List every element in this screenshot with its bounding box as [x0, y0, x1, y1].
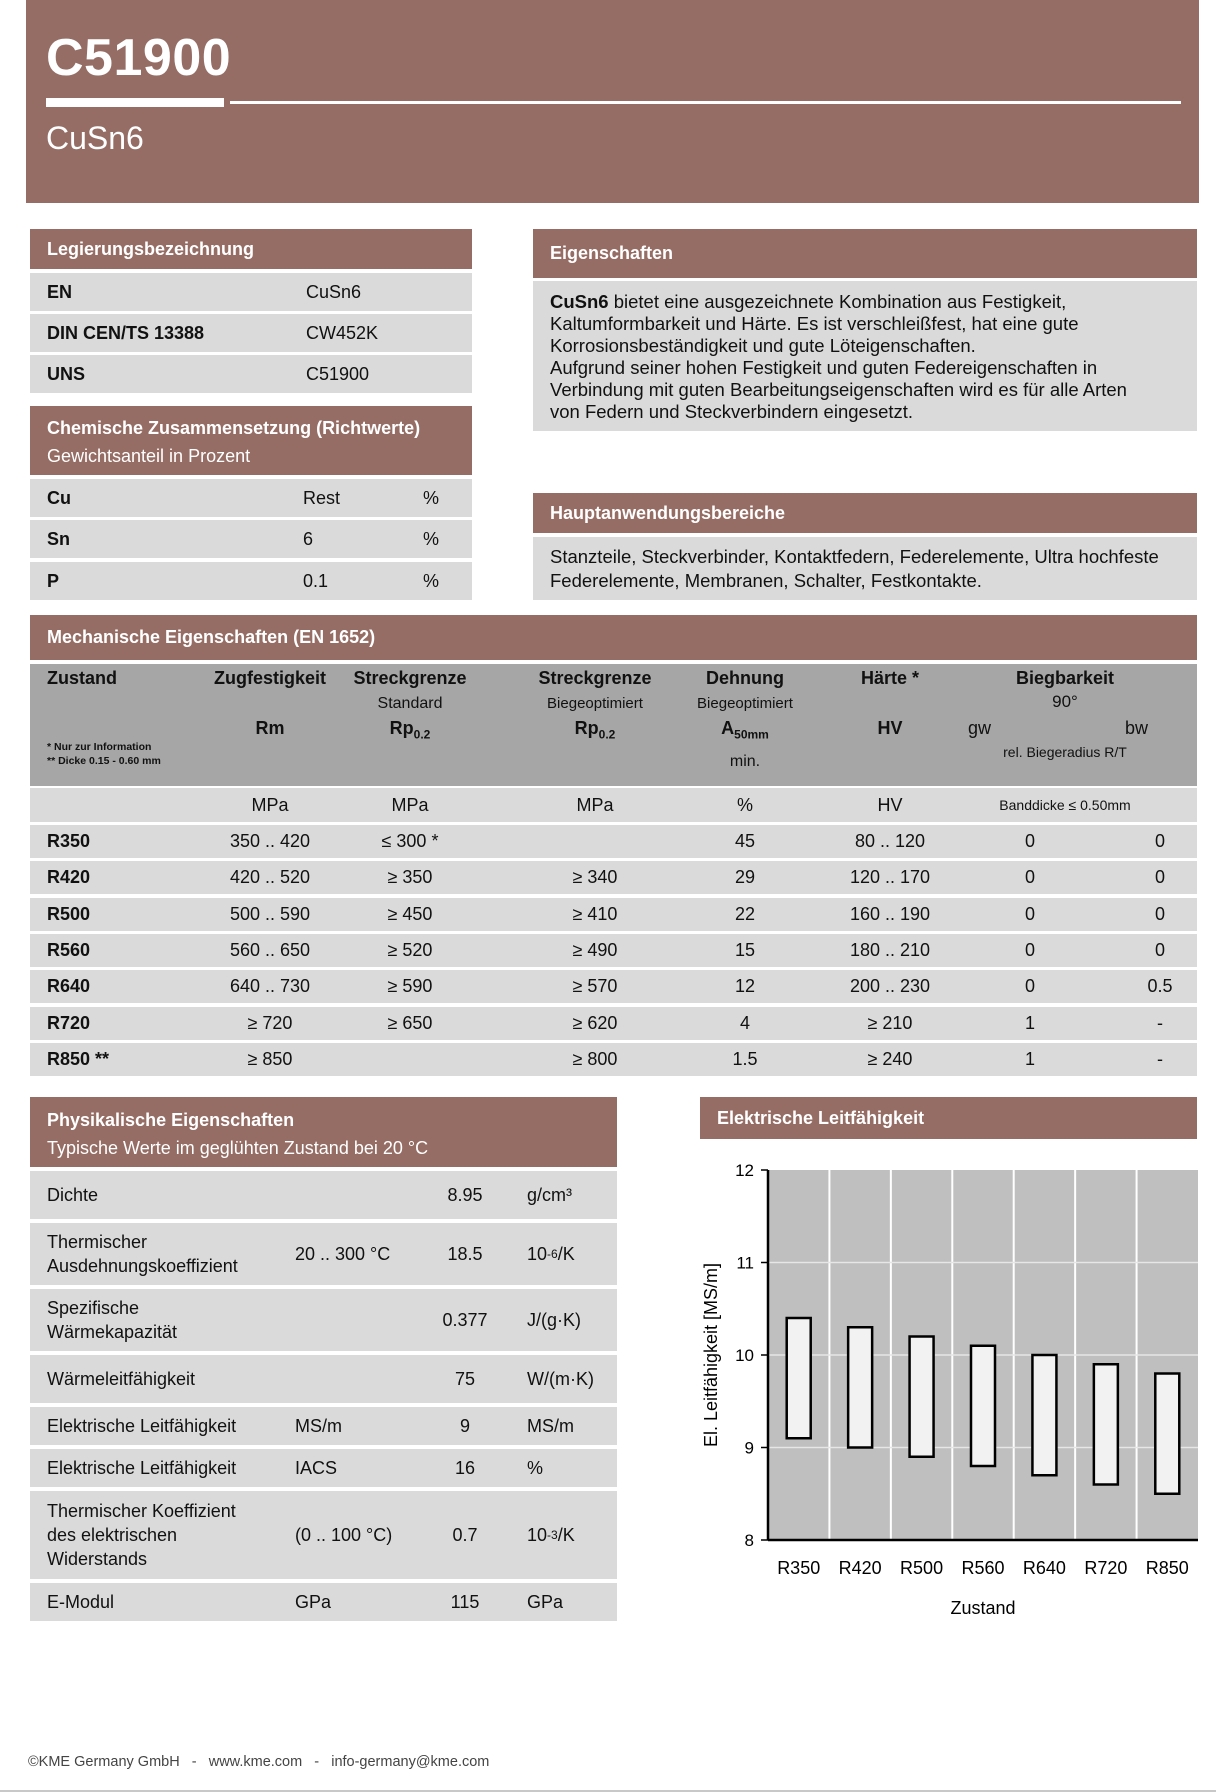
- phys-label: [47, 1223, 238, 1285]
- phys-row: [30, 1223, 617, 1285]
- x-tick-label: R500: [900, 1558, 944, 1578]
- phys-label-line: Thermischer Koeffizient: [47, 1501, 236, 1521]
- props-line: bietet eine ausgezeichnete Kombination aus Festigkeit,: [608, 291, 1067, 312]
- alloy-heading: [30, 229, 472, 269]
- footer-sep: -: [191, 1754, 197, 1770]
- col-haerte: Härte *: [860, 668, 920, 688]
- alloy-row: [30, 314, 472, 352]
- mech-cell-zustand: R720: [47, 1012, 91, 1033]
- phys-label-line: Dichte: [47, 1185, 99, 1205]
- mech-cell-a: 4: [739, 1012, 750, 1033]
- phys-unit-exp: -3: [547, 1528, 558, 1542]
- range-bar: [787, 1318, 811, 1438]
- mech-cell-rp1: ≥ 350: [387, 867, 433, 888]
- phys-unit-base: J/(g·K): [527, 1309, 581, 1330]
- mech-cell-rp2: [520, 825, 670, 858]
- alloy-label: DIN CEN/TS 13388: [47, 322, 205, 343]
- chem-unit: %: [423, 570, 440, 591]
- phys-condition: GPa: [295, 1591, 332, 1612]
- mech-cell-hv: ≥ 240: [867, 1048, 913, 1069]
- footer-sep: -: [314, 1754, 320, 1770]
- phys-label-line: Ausdehnungskoeffizient: [47, 1256, 238, 1276]
- elec-heading-text: Elektrische Leitfähigkeit: [717, 1108, 925, 1128]
- phys-heading-text: Physikalische Eigenschaften: [47, 1110, 295, 1130]
- mech-cell-gw: 0: [1024, 867, 1035, 888]
- mech-cell-rp1: [340, 1043, 480, 1076]
- mech-cell-rp2: ≥ 570: [572, 976, 618, 997]
- mech-cell-a: 45: [734, 831, 756, 851]
- chem-unit: %: [423, 528, 440, 549]
- phys-label-line: Elektrische Leitfähigkeit: [47, 1416, 237, 1436]
- phys-label: [47, 1449, 236, 1487]
- unit-rp2: MPa: [576, 794, 614, 815]
- mech-cell-hv: 180 .. 210: [849, 939, 931, 960]
- mech-cell-rp2: ≥ 620: [572, 1012, 618, 1033]
- mech-note: * Nur zur Information: [47, 741, 152, 753]
- props-heading: [533, 229, 1197, 278]
- unit-rm: MPa: [251, 794, 289, 815]
- mech-cell-rm: 560 .. 650: [229, 939, 311, 960]
- mech-units-row: [30, 788, 1197, 822]
- phys-row: [30, 1171, 617, 1219]
- phys-label-line: Elektrische Leitfähigkeit: [47, 1458, 237, 1478]
- props-line: Aufgrund seiner hohen Festigkeit und guten Federeigenschaften in: [550, 357, 1098, 378]
- phys-unit: [527, 1583, 563, 1621]
- col-zugfestigkeit: Zugfestigkeit: [213, 668, 326, 688]
- y-axis-title: El. Leitfähigkeit [MS/m]: [701, 1262, 721, 1448]
- mech-cell-rp2: ≥ 490: [572, 939, 618, 960]
- rp-sub: 0.2: [598, 727, 616, 742]
- mech-cell-hv: 160 .. 190: [849, 903, 931, 924]
- phys-unit-tail: /K: [557, 1243, 575, 1264]
- mech-cell-rp2: ≥ 340: [572, 867, 618, 888]
- col-hv: HV: [877, 718, 903, 738]
- x-axis-title: Zustand: [950, 1598, 1016, 1618]
- mech-cell-rm: 640 .. 730: [229, 976, 311, 997]
- phys-row: [30, 1449, 617, 1487]
- a-sub: 50mm: [734, 727, 769, 742]
- mech-cell-bw: 0.5: [1147, 976, 1173, 997]
- rp-sub: 0.2: [413, 727, 431, 742]
- chem-element: Cu: [47, 487, 71, 508]
- mech-cell-bw: 0: [1154, 903, 1165, 924]
- col-rm: Rm: [255, 718, 285, 738]
- phys-unit-base: %: [527, 1457, 544, 1478]
- rp-text: Rp: [389, 718, 414, 738]
- phys-unit-base: MS/m: [527, 1415, 574, 1436]
- phys-value: 115: [450, 1591, 480, 1612]
- mech-cell-bw: 0: [1154, 831, 1165, 851]
- apps-line: Stanzteile, Steckverbinder, Kontaktfedern, Federelemente, Ultra hochfeste: [550, 546, 1159, 567]
- chem-value: 6: [303, 528, 314, 549]
- x-tick-label: R720: [1084, 1558, 1128, 1578]
- mech-cell-rp1: ≥ 650: [387, 1012, 433, 1033]
- mech-row: [30, 898, 1197, 931]
- phys-unit: [527, 1449, 543, 1487]
- mech-cell-gw: 0: [1024, 976, 1035, 997]
- col-biegeopt-a: Biegeoptimiert: [697, 695, 793, 712]
- x-tick-label: R560: [961, 1558, 1005, 1578]
- alloy-value: C51900: [306, 363, 370, 384]
- phys-unit: [527, 1355, 594, 1403]
- col-biegeopt: Biegeoptimiert: [547, 695, 643, 712]
- props-line: Verbindung mit guten Bearbeitungseigenschaften wird es für alle Arten: [550, 379, 1127, 400]
- mech-cell-gw: 1: [1024, 1012, 1035, 1033]
- footer: [28, 1754, 489, 1770]
- footer-email-link[interactable]: info-germany@kme.com: [331, 1754, 490, 1770]
- alloy-label: UNS: [47, 363, 86, 384]
- phys-condition: (0 .. 100 °C): [295, 1524, 393, 1545]
- chem-element: P: [47, 570, 60, 591]
- phys-condition: IACS: [295, 1457, 338, 1478]
- col-bw: bw: [1125, 718, 1149, 738]
- x-tick-label: R640: [1022, 1558, 1066, 1578]
- phys-unit-exp: -6: [547, 1247, 558, 1261]
- alloy-value: CW452K: [306, 322, 379, 343]
- mech-cell-rm: 500 .. 590: [229, 903, 311, 924]
- mech-note: ** Dicke 0.15 - 0.60 mm: [47, 755, 161, 767]
- phys-value: 0.377: [442, 1309, 488, 1330]
- page-title: C51900: [46, 29, 232, 87]
- mech-cell-rm: 420 .. 520: [229, 867, 311, 888]
- alloy-heading-text: Legierungsbezeichnung: [47, 239, 255, 259]
- a-text: A: [721, 718, 735, 738]
- y-tick-label: 9: [744, 1438, 754, 1458]
- mech-cell-rp2: ≥ 800: [572, 1048, 618, 1069]
- phys-label: [47, 1171, 98, 1219]
- title-rule: [230, 101, 1181, 104]
- col-gw: gw: [968, 718, 992, 738]
- phys-unit: [527, 1491, 575, 1579]
- mech-cell-hv: ≥ 210: [867, 1012, 913, 1033]
- mech-cell-zustand: R350: [47, 831, 91, 851]
- phys-condition: 20 .. 300 °C: [295, 1243, 391, 1264]
- mech-cell-bw: -: [1157, 1012, 1163, 1033]
- unit-band: Banddicke ≤ 0.50mm: [999, 797, 1131, 813]
- phys-value: 8.95: [447, 1184, 483, 1205]
- mech-cell-rp1: ≤ 300 *: [381, 831, 439, 851]
- mech-row: [30, 1043, 1197, 1076]
- phys-label-line: Spezifische: [47, 1298, 140, 1318]
- phys-value: 18.5: [447, 1243, 483, 1264]
- col-standard: Standard: [377, 695, 443, 712]
- phys-condition: MS/m: [295, 1415, 342, 1436]
- elec-heading: [700, 1097, 1197, 1139]
- x-tick-label: R350: [777, 1558, 821, 1578]
- mech-cell-rm: ≥ 850: [247, 1048, 293, 1069]
- mech-cell-bw: 0: [1154, 939, 1165, 960]
- range-bar: [848, 1327, 872, 1447]
- header-banner: [26, 0, 1199, 203]
- y-tick-label: 10: [735, 1346, 754, 1365]
- mech-cell-hv: 80 .. 120: [854, 831, 926, 851]
- chem-heading-text: Chemische Zusammensetzung (Richtwerte): [47, 418, 421, 438]
- mech-cell-hv: 120 .. 170: [849, 867, 931, 888]
- unit-hv: HV: [877, 794, 903, 815]
- unit-rp1: MPa: [391, 794, 429, 815]
- mech-cell-rp1: ≥ 520: [387, 939, 433, 960]
- chem-subheading: Gewichtsanteil in Prozent: [47, 446, 251, 466]
- mech-cell-gw: 0: [1024, 831, 1035, 851]
- phys-label: [47, 1583, 114, 1621]
- range-bar: [910, 1337, 934, 1457]
- col-biegbarkeit: Biegbarkeit: [1015, 668, 1115, 688]
- mech-row: [30, 861, 1197, 894]
- phys-unit-tail: /K: [557, 1524, 575, 1545]
- phys-unit-base: 10: [527, 1524, 548, 1545]
- phys-row: [30, 1355, 617, 1403]
- alloy-value: CuSn6: [306, 281, 362, 302]
- x-tick-label: R420: [838, 1558, 882, 1578]
- apps-heading-text: Hauptanwendungsbereiche: [550, 503, 786, 523]
- phys-label-line: Thermischer: [47, 1232, 148, 1252]
- mech-cell-rp1: ≥ 590: [387, 976, 433, 997]
- mech-cell-gw: 0: [1024, 903, 1035, 924]
- apps-text: [533, 537, 1197, 600]
- mech-cell-a: 15: [734, 939, 756, 960]
- mech-cell-rp2: ≥ 410: [572, 903, 618, 924]
- y-tick-label: 8: [744, 1531, 754, 1550]
- props-text: [533, 281, 1197, 431]
- props-heading-text: Eigenschaften: [550, 243, 674, 263]
- rp-text: Rp: [574, 718, 599, 738]
- range-bar: [971, 1346, 995, 1466]
- page-subtitle: CuSn6: [46, 120, 144, 156]
- mech-cell-bw: 0: [1154, 867, 1165, 888]
- phys-label-line: E-Modul: [47, 1592, 115, 1612]
- phys-label: [47, 1355, 195, 1403]
- col-rp-opt: [520, 718, 670, 742]
- conductivity-chart: [690, 1150, 1210, 1630]
- alloy-row: [30, 355, 472, 393]
- footer-company: ©KME Germany GmbH: [28, 1754, 180, 1770]
- mech-cell-rp1: ≥ 450: [387, 903, 433, 924]
- mech-cell-a: 22: [734, 903, 756, 924]
- mech-cell-zustand: R500: [47, 903, 91, 924]
- range-bar: [1155, 1374, 1179, 1494]
- props-line: Kaltumformbarkeit und Härte. Es ist verschleißfest, hat eine gute: [550, 313, 1079, 334]
- phys-unit-base: GPa: [527, 1591, 564, 1612]
- chem-heading: [30, 406, 472, 475]
- col-zustand: Zustand: [47, 668, 117, 688]
- phys-label-line: Widerstands: [47, 1549, 148, 1569]
- mech-cell-a: 29: [734, 867, 756, 888]
- col-radius: rel. Biegeradius R/T: [1003, 744, 1127, 760]
- range-bar: [1032, 1355, 1056, 1475]
- mech-cell-zustand: R420: [47, 867, 91, 888]
- apps-line: Federelemente, Membranen, Schalter, Festkontakte.: [550, 570, 982, 591]
- chem-unit: %: [423, 487, 440, 508]
- apps-heading: [533, 493, 1197, 533]
- mech-cell-a: 12: [734, 976, 756, 997]
- chem-row: [30, 562, 472, 600]
- props-bold: CuSn6: [550, 291, 609, 312]
- alloy-row: [30, 273, 472, 311]
- footer-web-link[interactable]: www.kme.com: [208, 1754, 303, 1770]
- props-line: Korrosionsbeständigkeit und gute Löteigenschaften.: [550, 335, 976, 356]
- mech-cell-a: 1.5: [732, 1048, 758, 1069]
- phys-label-line: Wärmekapazität: [47, 1322, 178, 1342]
- phys-unit: [527, 1171, 572, 1219]
- mech-cell-gw: 0: [1024, 939, 1035, 960]
- mech-row: [30, 825, 1197, 858]
- alloy-label: EN: [47, 281, 73, 302]
- y-tick-label: 12: [735, 1161, 754, 1180]
- phys-label-line: des elektrischen: [47, 1525, 178, 1545]
- mech-cell-zustand: R850 **: [47, 1048, 110, 1069]
- mech-row: [30, 934, 1197, 967]
- col-rp: [340, 718, 480, 742]
- chem-value: Rest: [303, 487, 341, 508]
- mech-heading-text: Mechanische Eigenschaften (EN 1652): [47, 627, 376, 647]
- col-streckgrenze: Streckgrenze: [353, 668, 467, 688]
- phys-row: [30, 1289, 617, 1351]
- unit-a: %: [736, 794, 753, 815]
- mech-cell-gw: 1: [1024, 1048, 1035, 1069]
- phys-unit: [527, 1289, 581, 1351]
- phys-value: 75: [454, 1368, 476, 1389]
- mech-cell-hv: 200 .. 230: [849, 976, 931, 997]
- phys-unit-base: 10: [527, 1243, 548, 1264]
- col-dehnung: Dehnung: [706, 668, 784, 688]
- phys-unit: [527, 1223, 575, 1285]
- phys-label: [47, 1491, 236, 1579]
- phys-row: [30, 1583, 617, 1621]
- phys-label-line: Wärmeleitfähigkeit: [47, 1369, 196, 1389]
- mech-column-header: [30, 664, 1197, 786]
- chem-row: [30, 479, 472, 517]
- col-streckgrenze-opt: Streckgrenze: [538, 668, 652, 688]
- chem-row: [30, 520, 472, 558]
- mech-cell-bw: -: [1157, 1048, 1163, 1069]
- mech-cell-rm: ≥ 720: [247, 1012, 293, 1033]
- phys-heading: [30, 1097, 617, 1167]
- mech-heading: [30, 615, 1197, 660]
- phys-value: 0.7: [452, 1524, 478, 1545]
- col-a: [670, 718, 820, 742]
- mech-cell-rm: 350 .. 420: [229, 831, 311, 851]
- col-min: min.: [729, 753, 761, 770]
- title-underline: [46, 98, 224, 107]
- chem-element: Sn: [47, 528, 71, 549]
- phys-label: [47, 1407, 236, 1445]
- y-tick-label: 11: [736, 1253, 754, 1273]
- phys-row: [30, 1491, 617, 1579]
- col-90deg: 90°: [1052, 692, 1078, 711]
- phys-row: [30, 1407, 617, 1445]
- phys-label: [47, 1289, 177, 1351]
- mech-cell-zustand: R560: [47, 939, 91, 960]
- phys-value: 16: [454, 1457, 476, 1478]
- props-line: von Federn und Steckverbindern eingesetzt.: [550, 401, 914, 422]
- phys-unit-base: g/cm³: [527, 1184, 572, 1205]
- range-bar: [1094, 1364, 1118, 1484]
- x-tick-label: R850: [1145, 1558, 1189, 1578]
- phys-unit: [527, 1407, 574, 1445]
- phys-subheading: Typische Werte im geglühten Zustand bei 20 °C: [47, 1138, 429, 1158]
- chem-value: 0.1: [303, 570, 329, 591]
- mech-cell-zustand: R640: [47, 976, 91, 997]
- phys-unit-base: W/(m·K): [527, 1368, 594, 1389]
- mech-row: [30, 970, 1197, 1003]
- phys-value: 9: [459, 1415, 470, 1436]
- mech-row: [30, 1007, 1197, 1040]
